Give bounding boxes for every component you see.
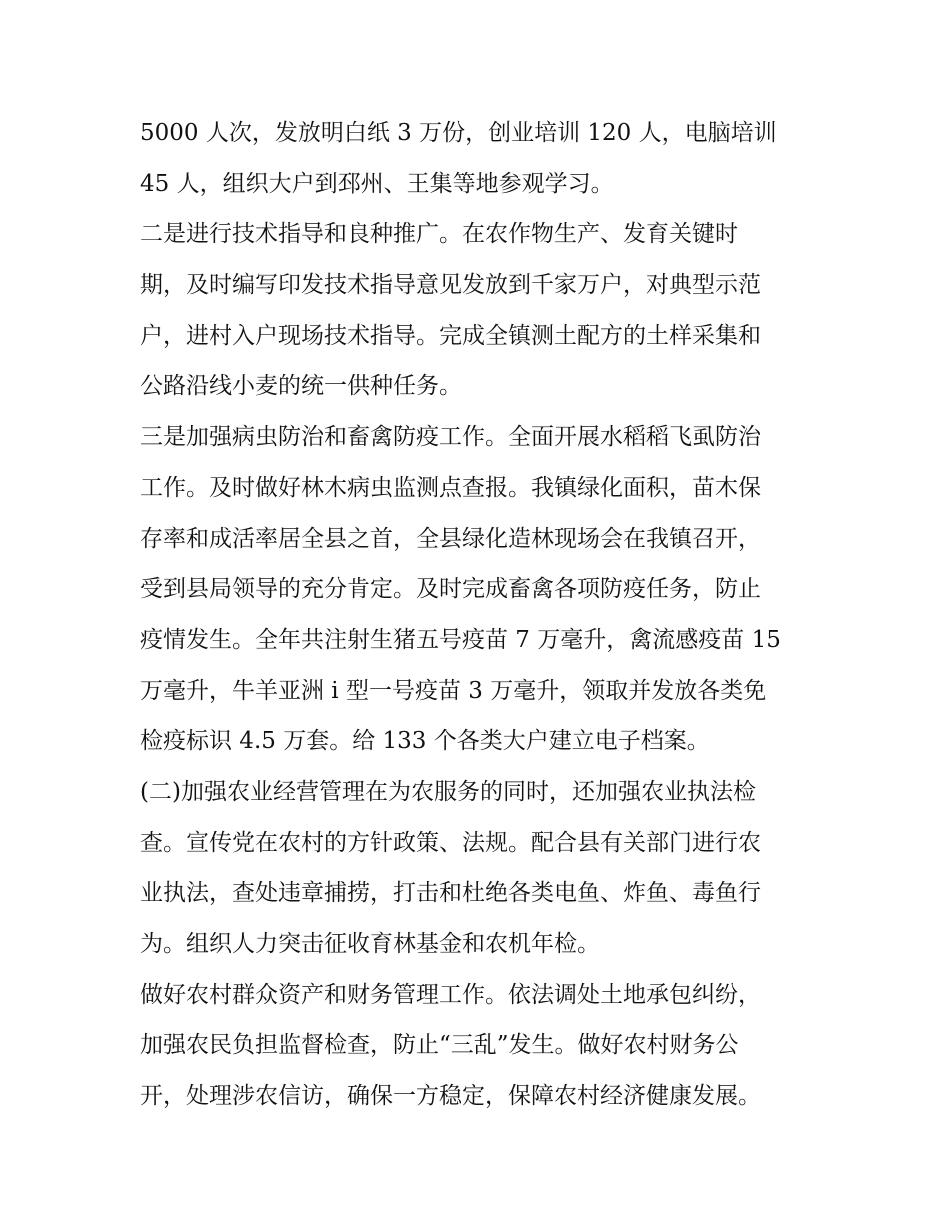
text-line-13: 检疫标识 4.5 万套。给 133 个各类大户建立电子档案。 bbox=[140, 728, 710, 755]
text-line-10: 受到县局领导的充分肯定。及时完成畜禽各项防疫任务，防止 bbox=[140, 576, 761, 603]
text-line-15: 查。宣传党在农村的方针政策、法规。配合县有关部门进行农 bbox=[140, 829, 761, 856]
text-line-19: 加强农民负担监督检查，防止“三乱”发生。做好农村财务公 bbox=[140, 1032, 739, 1059]
text-line-11: 疫情发生。全年共注射生猪五号疫苗 7 万毫升，禽流感疫苗 15 bbox=[140, 626, 781, 653]
text-line-6: 公路沿线小麦的统一供种任务。 bbox=[140, 373, 462, 400]
text-line-12: 万毫升，牛羊亚洲 i 型一号疫苗 3 万毫升，领取并发放各类免 bbox=[140, 677, 767, 704]
text-line-20: 开，处理涉农信访，确保一方稳定，保障农村经济健康发展。 bbox=[140, 1083, 761, 1110]
text-line-18: 做好农村群众资产和财务管理工作。依法调处土地承包纠纷， bbox=[140, 981, 761, 1008]
text-line-4: 期，及时编写印发技术指导意见发放到千家万户，对典型示范 bbox=[140, 272, 761, 299]
text-line-9: 存率和成活率居全县之首，全县绿化造林现场会在我镇召开， bbox=[140, 525, 761, 552]
text-line-3: 二是进行技术指导和良种推广。在农作物生产、发育关键时 bbox=[140, 221, 738, 248]
text-line-17: 为。组织人力突击征收育林基金和农机年检。 bbox=[140, 931, 600, 957]
text-line-16: 业执法，查处违章捕捞，打击和杜绝各类电鱼、炸鱼、毒鱼行 bbox=[140, 880, 761, 907]
text-line-5: 户，进村入户现场技术指导。完成全镇测土配方的土样采集和 bbox=[140, 322, 761, 349]
text-line-8: 工作。及时做好林木病虫监测点查报。我镇绿化面积，苗木保 bbox=[140, 474, 761, 501]
text-line-2: 45 人，组织大户到邳州、王集等地参观学习。 bbox=[140, 170, 614, 197]
text-line-14: (二)加强农业经营管理在为农服务的同时，还加强农业执法检 bbox=[140, 778, 756, 805]
text-line-1: 5000 人次，发放明白纸 3 万份，创业培训 120 人，电脑培训 bbox=[140, 120, 777, 146]
body-text bbox=[140, 108, 820, 1122]
text-line-7: 三是加强病虫防治和畜禽防疫工作。全面开展水稻稻飞虱防治 bbox=[140, 424, 761, 451]
